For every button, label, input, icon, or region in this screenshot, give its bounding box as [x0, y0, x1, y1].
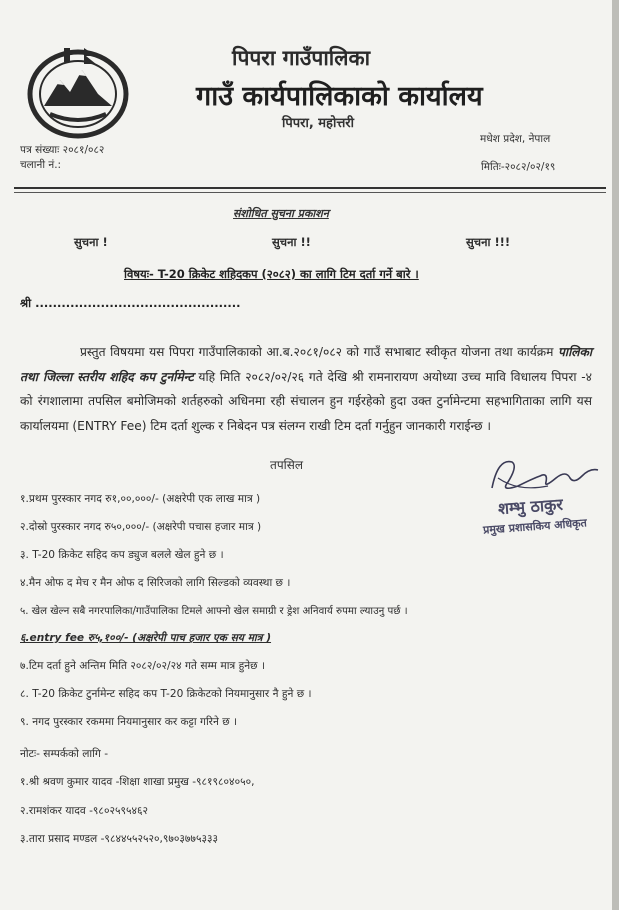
notice-label-2: सुचना !!: [272, 235, 311, 249]
contact-heading: नोटः- सम्पर्कको लागि -: [20, 748, 109, 760]
office-address: पिपरा, महोत्तरी: [282, 116, 354, 131]
body-text-a: प्रस्तुत विषयमा यस पिपरा गाउँपालिकाको आ.ब.२०८१/०८२ को गाउँ सभाबाट स्वीकृत योजना तथा कार्यक्रम: [80, 345, 554, 359]
province-text: मधेश प्रदेश, नेपाल: [480, 133, 551, 145]
schedule-item-1: १.प्रथम पुरस्कार नगद रु१,००,०००/- (अक्षरेपी एक लाख मात्र ): [20, 493, 261, 505]
schedule-item-2: २.दोस्रो पुरस्कार नगद रु५०,०००/- (अक्षरेपी पचास हजार मात्र ): [20, 521, 262, 533]
signatory-post: प्रमुख प्रशासकिय अधिकृत: [482, 516, 588, 537]
body-text-c: यहि मिति २०८२/०२/२६ गते देखि श्री रामनारायण अयोध्या उच्च मावि विधालय पिपरा -४ को रंगशालामा तपसिल बमोजिमको शर्तहरुको अधिनमा रही संचालन हुन गईरहेको हुदा उक्त टुर्नामेन्टमा सहभागिताका लागि यस कार्यालयमा (ENTRY Fee) टिम दर्ता शुल्क र निबेदन पत्र संलग्न राखी टिम दर्ता गर्नुहुन जानकारी गराईन्छ ।: [20, 369, 592, 433]
schedule-item-8: ८. T-20 क्रिकेट टुर्नामेन्ट सहिद कप T-20 क्रिकेटको नियमानुसार नै हुने छ ।: [20, 688, 312, 700]
schedule-item-5: ५. खेल खेल्न सबै नगरपालिका/गाउँपालिका टिमले आफ्नो खेल समाग्री र ड्रेश अनिवार्य रुपमा ल्याउनु पर्छ ।: [20, 606, 408, 617]
addressee-line: श्री ...............................................: [20, 296, 241, 310]
notice-label-1: सुचना !: [74, 235, 108, 249]
page-edge: [612, 0, 619, 910]
schedule-heading: तपसिल: [270, 458, 304, 472]
header-rule-thin: [14, 192, 606, 193]
contact-1: १.श्री श्रवण कुमार यादव -शिक्षा शाखा प्रमुख -९८१९८०४०५०,: [20, 776, 255, 788]
body-paragraph: [20, 340, 592, 438]
office-title: गाउँ कार्यपालिकाको कार्यालय: [196, 81, 483, 112]
government-emblem-icon: [26, 44, 130, 140]
schedule-item-6: ६.entry fee रु५,१००/- (अक्षरेपी पाच हजार एक सय मात्र ): [20, 632, 272, 644]
municipality-name: पिपरा गाउँपालिका: [232, 46, 371, 70]
reference-number: पत्र संख्याः २०८१/०८२: [20, 144, 105, 156]
notice-label-3: सुचना !!!: [466, 235, 511, 249]
notice-heading: संशोधित सुचना प्रकाशन: [233, 207, 329, 220]
schedule-item-4: ४.मैन ओफ द मेच र मैन ओफ द सिरिजको लागि सिल्डको व्यवस्था छ ।: [20, 577, 291, 589]
contact-2: २.रामशंकर यादव -९८०२५९५४६२: [20, 805, 149, 817]
header-rule: [14, 187, 606, 189]
letter-date: मितिः-२०८२/०२/१९: [481, 161, 556, 173]
body-text-highlight: पालिका तथा जिल्ला स्तरीय शहिद कप टुर्नामेन्ट: [20, 345, 592, 384]
schedule-item-9: ९. नगद पुरस्कार रकममा नियमानुसार कर कट्टा गरिने छ ।: [20, 716, 238, 728]
signatory-name: शम्भु ठाकुर: [497, 494, 564, 519]
subject-line: विषयः- T-20 क्रिकेट शहिदकप (२०८२) का लागि टिम दर्ता गर्ने बारे ।: [124, 267, 419, 281]
dispatch-number: चलानी नं.:: [20, 159, 62, 171]
schedule-item-3: ३. T-20 क्रिकेट सहिद कप ड्युज बलले खेल हुने छ ।: [20, 549, 224, 561]
contact-3: ३.तारा प्रसाद मण्डल -९८४४५५२५२०,९७०३७७५३३३: [20, 833, 218, 845]
schedule-item-7: ७.टिम दर्ता हुने अन्तिम मिति २०८२/०२/२४ गते सम्म मात्र हुनेछ ।: [20, 660, 265, 672]
